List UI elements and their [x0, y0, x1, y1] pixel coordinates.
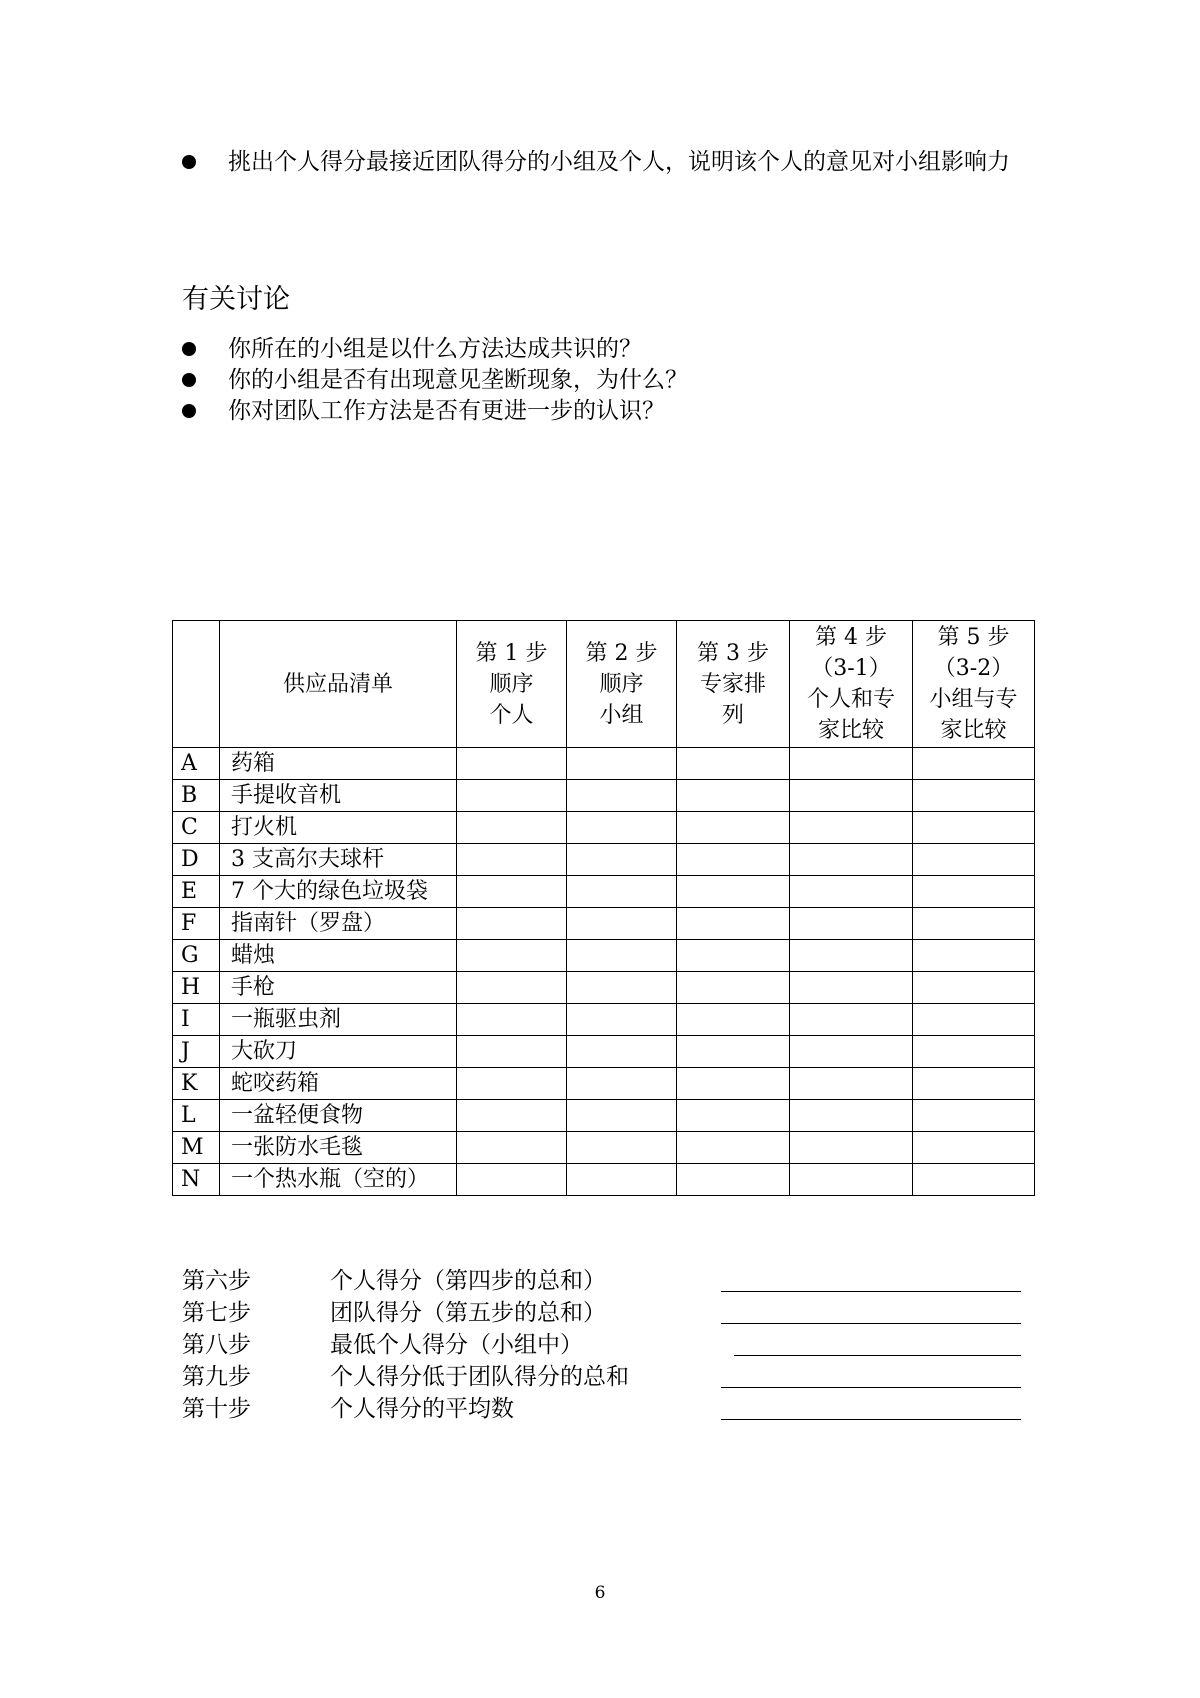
- step-2-cell[interactable]: [567, 1100, 677, 1132]
- header-line: 顺序: [599, 671, 644, 697]
- step-2-cell[interactable]: [567, 844, 677, 876]
- score-step-row: [182, 1297, 1022, 1329]
- table-row: [173, 972, 1035, 1004]
- header-line: （3-1）: [811, 656, 891, 681]
- row-item: 指南针（罗盘）: [220, 908, 457, 940]
- header-line: 第 3 步: [697, 640, 769, 666]
- discussion-bullet-text: 你所在的小组是以什么方法达成共识的？: [228, 336, 642, 362]
- step-4-cell[interactable]: [790, 844, 913, 876]
- step-5-cell[interactable]: [913, 1068, 1035, 1100]
- row-item: 大砍刀: [220, 1036, 457, 1068]
- header-step-2: [567, 621, 677, 748]
- row-letter: B: [173, 780, 220, 812]
- step-1-cell[interactable]: [457, 1100, 567, 1132]
- step-label: 第六步: [182, 1268, 251, 1294]
- table-row: [173, 940, 1035, 972]
- score-steps: [182, 1265, 1022, 1425]
- step-2-cell[interactable]: [567, 1132, 677, 1164]
- header-line: 列: [721, 702, 744, 728]
- table-row: [173, 1004, 1035, 1036]
- header-letter-cell: [173, 621, 220, 748]
- answer-blank-line[interactable]: [721, 1291, 1021, 1292]
- step-5-cell[interactable]: [913, 1164, 1035, 1196]
- row-letter: A: [173, 748, 220, 780]
- step-3-cell[interactable]: [677, 876, 790, 908]
- row-letter: H: [173, 972, 220, 1004]
- step-description: 个人得分低于团队得分的总和: [330, 1364, 629, 1390]
- step-4-cell[interactable]: [790, 1100, 913, 1132]
- step-5-cell[interactable]: [913, 1100, 1035, 1132]
- step-1-cell[interactable]: [457, 1004, 567, 1036]
- row-item: 手提收音机: [220, 780, 457, 812]
- step-1-cell[interactable]: [457, 844, 567, 876]
- step-1-cell[interactable]: [457, 1132, 567, 1164]
- step-3-cell[interactable]: [677, 972, 790, 1004]
- step-1-cell[interactable]: [457, 812, 567, 844]
- section-heading: 有关讨论: [182, 284, 290, 315]
- step-3-cell[interactable]: [677, 780, 790, 812]
- step-3-cell[interactable]: [677, 1036, 790, 1068]
- score-step-row: [182, 1361, 1022, 1393]
- bullet-icon: [182, 404, 196, 418]
- row-item: 一盆轻便食物: [220, 1100, 457, 1132]
- header-line: 家比较: [817, 718, 884, 743]
- step-3-cell[interactable]: [677, 1068, 790, 1100]
- header-line: 第 5 步: [937, 625, 1010, 650]
- table-row: [173, 1164, 1035, 1196]
- step-2-cell[interactable]: [567, 1068, 677, 1100]
- step-3-cell[interactable]: [677, 844, 790, 876]
- step-5-cell[interactable]: [913, 1132, 1035, 1164]
- step-4-cell[interactable]: [790, 1036, 913, 1068]
- step-2-cell[interactable]: [567, 1004, 677, 1036]
- row-letter: I: [173, 1004, 220, 1036]
- supplies-table: [172, 620, 1035, 1196]
- step-1-cell[interactable]: [457, 748, 567, 780]
- step-1-cell[interactable]: [457, 876, 567, 908]
- step-description: 最低个人得分（小组中）: [330, 1332, 583, 1358]
- header-line: 个人和专: [806, 687, 895, 712]
- step-4-cell[interactable]: [790, 972, 913, 1004]
- step-description: 个人得分（第四步的总和）: [330, 1268, 606, 1294]
- header-line: 第 4 步: [815, 625, 887, 650]
- row-item: 药箱: [220, 748, 457, 780]
- step-1-cell[interactable]: [457, 1068, 567, 1100]
- step-4-cell[interactable]: [790, 1004, 913, 1036]
- step-1-cell[interactable]: [457, 1036, 567, 1068]
- step-4-cell[interactable]: [790, 908, 913, 940]
- header-item-cell: 供应品清单: [220, 621, 457, 748]
- step-3-cell[interactable]: [677, 1004, 790, 1036]
- step-1-cell[interactable]: [457, 940, 567, 972]
- step-2-cell[interactable]: [567, 940, 677, 972]
- header-line: 第 1 步: [475, 640, 548, 666]
- row-letter: C: [173, 812, 220, 844]
- header-line: 顺序: [489, 671, 534, 697]
- top-bullet-text: 挑出个人得分最接近团队得分的小组及个人，说明该个人的意见对小组影响力: [228, 149, 1010, 175]
- step-5-cell[interactable]: [913, 1004, 1035, 1036]
- header-line: 个人: [489, 702, 534, 728]
- step-description: 团队得分（第五步的总和）: [330, 1300, 606, 1326]
- step-label: 第七步: [182, 1300, 251, 1326]
- step-2-cell[interactable]: [567, 780, 677, 812]
- score-step-row: [182, 1329, 1022, 1361]
- answer-blank-line[interactable]: [721, 1323, 1021, 1324]
- header-line: 小组: [599, 702, 644, 728]
- score-step-row: [182, 1393, 1022, 1425]
- step-4-cell[interactable]: [790, 1164, 913, 1196]
- step-1-cell[interactable]: [457, 1164, 567, 1196]
- step-1-cell[interactable]: [457, 780, 567, 812]
- step-2-cell[interactable]: [567, 748, 677, 780]
- step-4-cell[interactable]: [790, 940, 913, 972]
- header-step-4: [790, 621, 913, 748]
- table-row: [173, 780, 1035, 812]
- row-letter: G: [173, 940, 220, 972]
- row-item: 一个热水瓶（空的）: [220, 1164, 457, 1196]
- step-2-cell[interactable]: [567, 1164, 677, 1196]
- score-step-row: [182, 1265, 1022, 1297]
- discussion-list: [0, 334, 688, 427]
- step-2-cell[interactable]: [567, 812, 677, 844]
- step-3-cell[interactable]: [677, 1132, 790, 1164]
- discussion-bullet-text: 你对团队工作方法是否有更进一步的认识？: [228, 398, 665, 424]
- bullet-icon: [182, 373, 196, 387]
- row-item: 打火机: [220, 812, 457, 844]
- table-row: [173, 1068, 1035, 1100]
- row-letter: N: [173, 1164, 220, 1196]
- step-3-cell[interactable]: [677, 940, 790, 972]
- step-2-cell[interactable]: [567, 908, 677, 940]
- table-row: [173, 1036, 1035, 1068]
- step-5-cell[interactable]: [913, 972, 1035, 1004]
- step-4-cell[interactable]: [790, 876, 913, 908]
- step-5-cell[interactable]: [913, 908, 1035, 940]
- step-3-cell[interactable]: [677, 748, 790, 780]
- step-3-cell[interactable]: [677, 908, 790, 940]
- discussion-bullet-text: 你的小组是否有出现意见垄断现象，为什么？: [228, 367, 688, 393]
- step-4-cell[interactable]: [790, 748, 913, 780]
- page-number: 6: [594, 1583, 606, 1603]
- step-5-cell[interactable]: [913, 1036, 1035, 1068]
- header-step-3: [677, 621, 790, 748]
- row-item: 3 支高尔夫球杆: [220, 844, 457, 876]
- answer-blank-line[interactable]: [721, 1419, 1021, 1420]
- step-2-cell[interactable]: [567, 1036, 677, 1068]
- step-3-cell[interactable]: [677, 1164, 790, 1196]
- row-item: 7 个大的绿色垃圾袋: [220, 876, 457, 908]
- step-5-cell[interactable]: [913, 940, 1035, 972]
- table-row: [173, 1100, 1035, 1132]
- header-line: 小组与专: [929, 687, 1018, 712]
- step-1-cell[interactable]: [457, 908, 567, 940]
- step-5-cell[interactable]: [913, 844, 1035, 876]
- step-5-cell[interactable]: [913, 812, 1035, 844]
- row-item: 蜡烛: [220, 940, 457, 972]
- header-line: （3-2）: [933, 656, 1014, 681]
- answer-blank-line[interactable]: [734, 1355, 1021, 1356]
- step-1-cell[interactable]: [457, 972, 567, 1004]
- bullet-icon: [182, 342, 196, 356]
- table-row: [173, 748, 1035, 780]
- table-row: [173, 908, 1035, 940]
- discussion-bullet: [182, 334, 688, 365]
- table-row: [173, 876, 1035, 908]
- row-letter: L: [173, 1100, 220, 1132]
- discussion-bullet: [182, 365, 688, 396]
- step-description: 个人得分的平均数: [330, 1396, 514, 1422]
- step-5-cell[interactable]: [913, 876, 1035, 908]
- step-2-cell[interactable]: [567, 972, 677, 1004]
- row-letter: D: [173, 844, 220, 876]
- step-label: 第九步: [182, 1364, 251, 1390]
- step-5-cell[interactable]: [913, 780, 1035, 812]
- table-row: [173, 844, 1035, 876]
- step-4-cell[interactable]: [790, 812, 913, 844]
- step-label: 第十步: [182, 1396, 251, 1422]
- top-bullet: [182, 145, 1032, 179]
- row-letter: E: [173, 876, 220, 908]
- step-4-cell[interactable]: [790, 780, 913, 812]
- bullet-icon: [182, 155, 196, 169]
- row-item: 手枪: [220, 972, 457, 1004]
- step-2-cell[interactable]: [567, 876, 677, 908]
- step-4-cell[interactable]: [790, 1132, 913, 1164]
- row-letter: M: [173, 1132, 220, 1164]
- header-step-5: [913, 621, 1035, 748]
- step-4-cell[interactable]: [790, 1068, 913, 1100]
- header-line: 家比较: [940, 718, 1007, 743]
- row-item: 一张防水毛毯: [220, 1132, 457, 1164]
- step-label: 第八步: [182, 1332, 251, 1358]
- header-line: 专家排: [699, 671, 766, 697]
- row-item: 一瓶驱虫剂: [220, 1004, 457, 1036]
- table-header-row: [173, 621, 1035, 748]
- discussion-bullet: [182, 396, 688, 427]
- answer-blank-line[interactable]: [721, 1387, 1021, 1388]
- row-letter: J: [173, 1036, 220, 1068]
- table-body: [173, 748, 1035, 1196]
- table-row: [173, 812, 1035, 844]
- step-5-cell[interactable]: [913, 748, 1035, 780]
- row-letter: K: [173, 1068, 220, 1100]
- header-step-1: [457, 621, 567, 748]
- step-3-cell[interactable]: [677, 812, 790, 844]
- row-letter: F: [173, 908, 220, 940]
- row-item: 蛇咬药箱: [220, 1068, 457, 1100]
- table-row: [173, 1132, 1035, 1164]
- step-3-cell[interactable]: [677, 1100, 790, 1132]
- header-line: 第 2 步: [585, 640, 658, 666]
